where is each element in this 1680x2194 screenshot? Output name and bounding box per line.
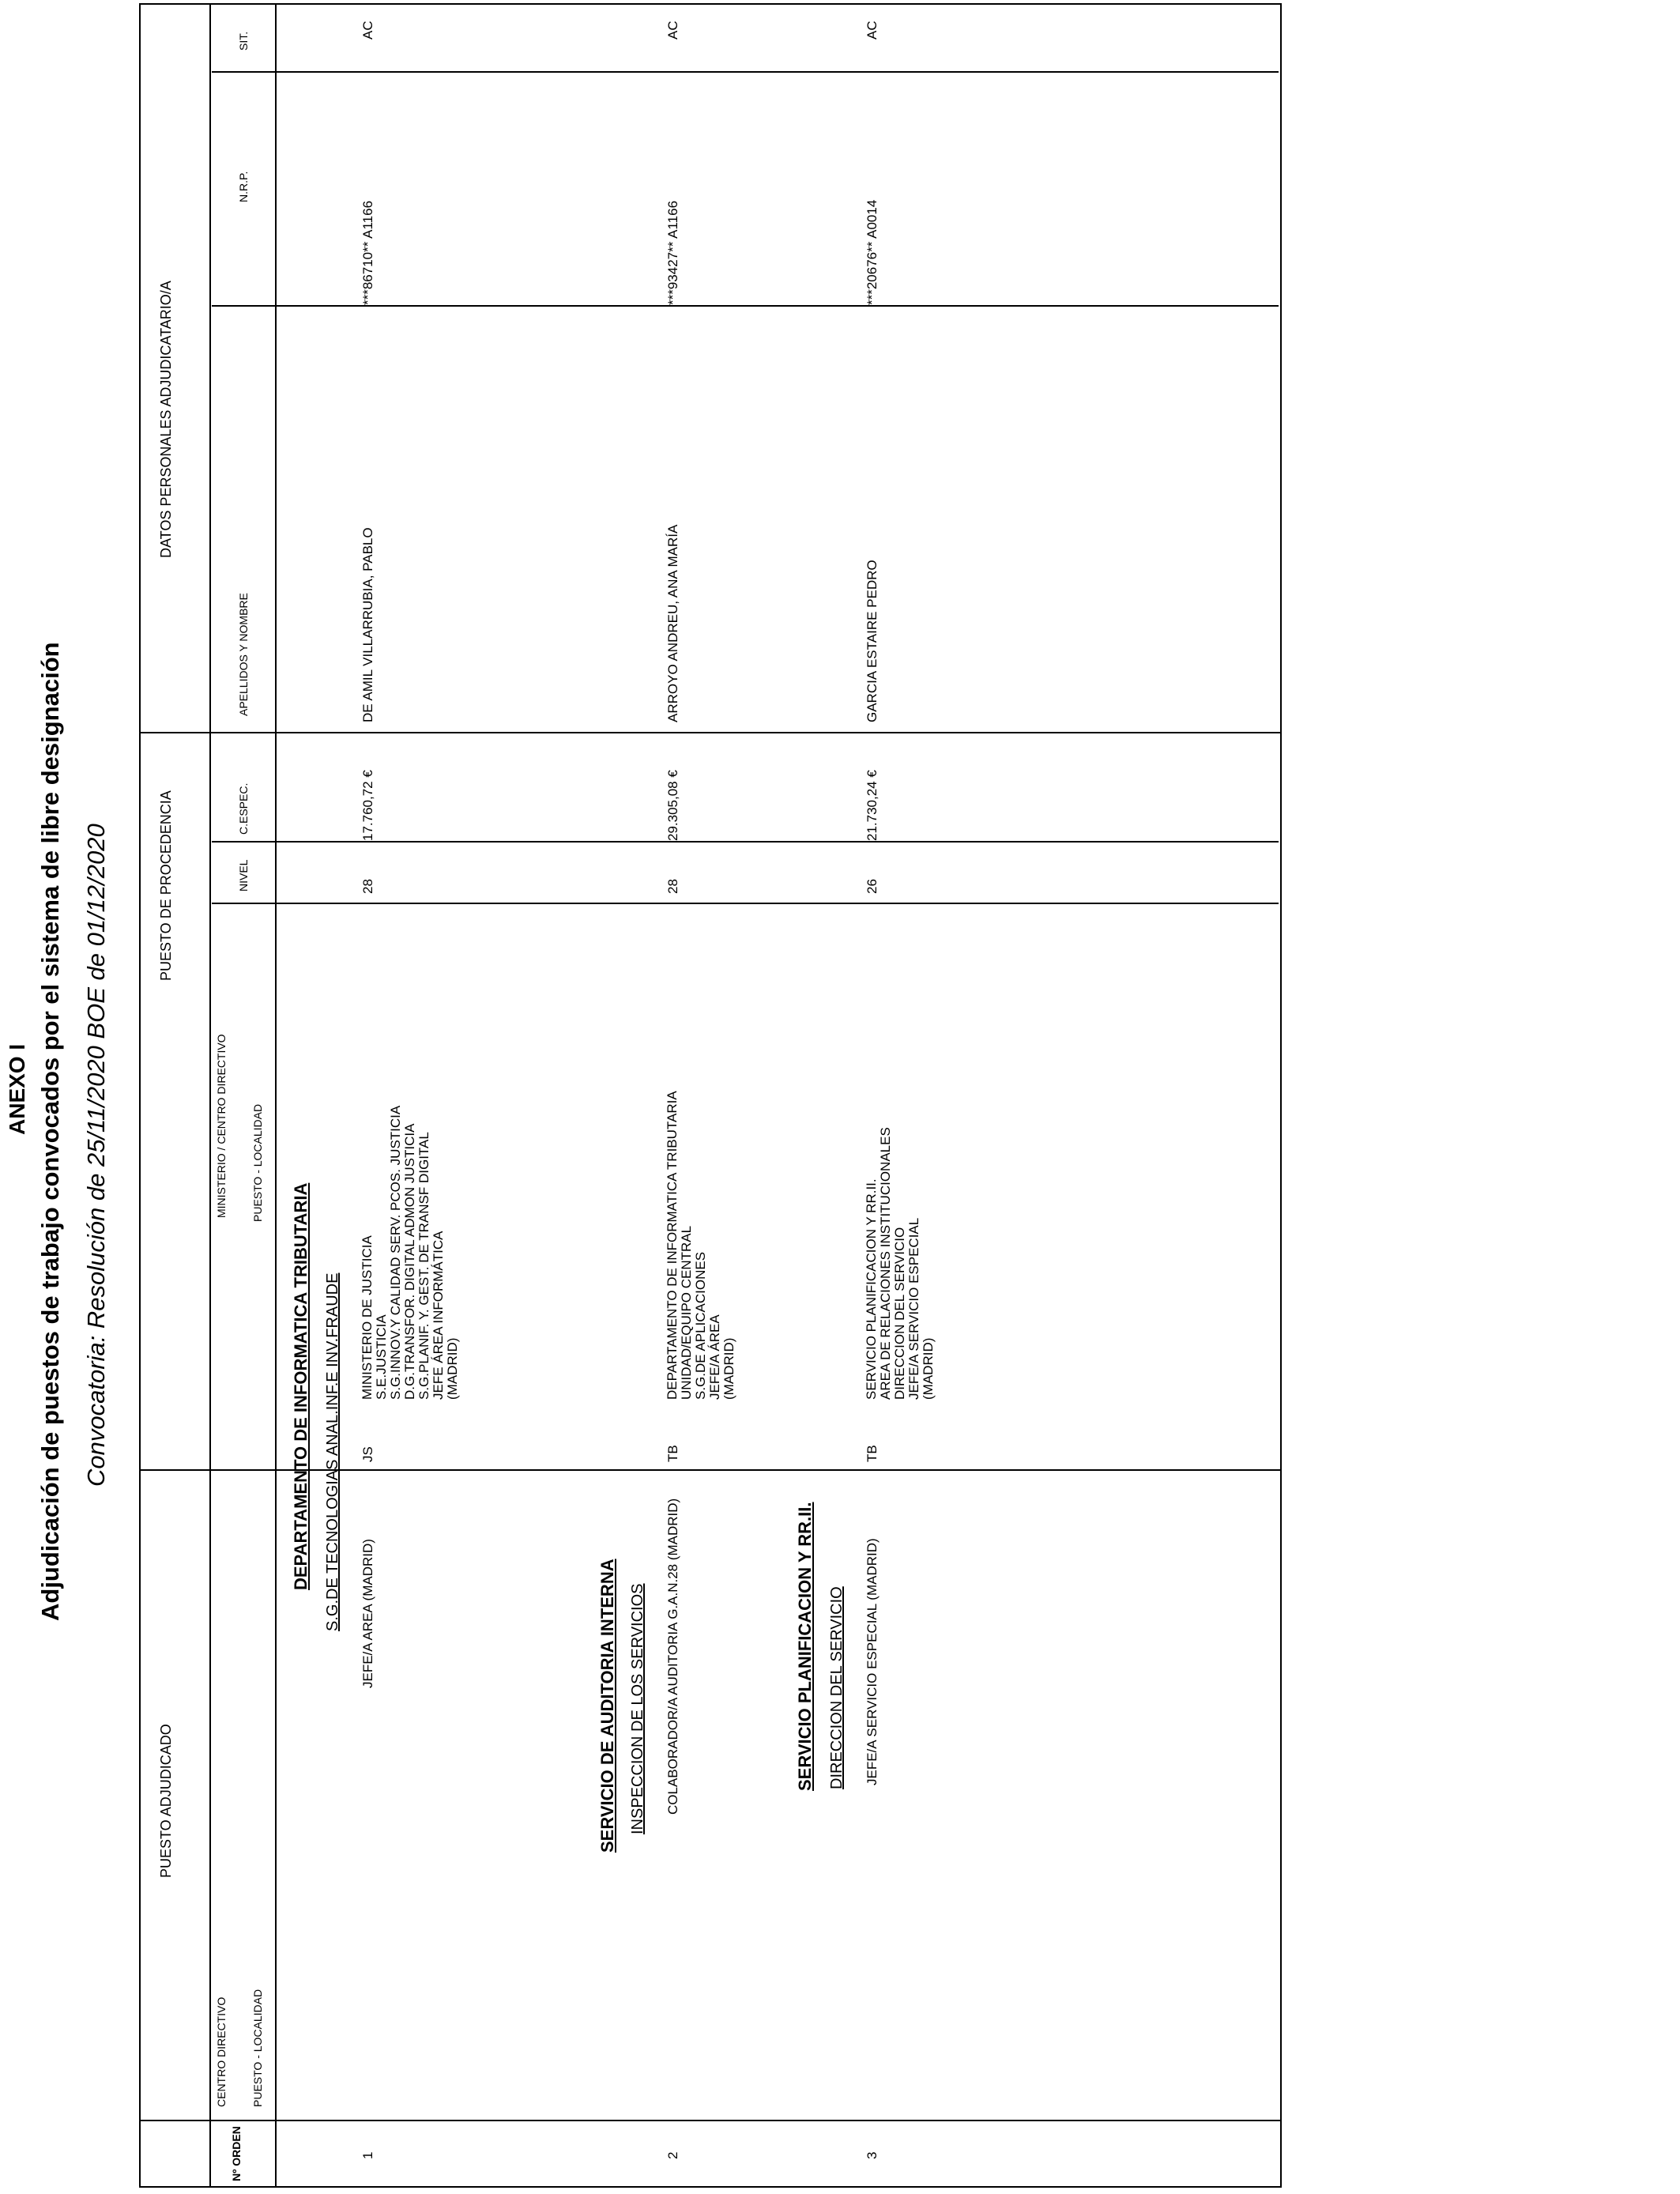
col-rule-cespec <box>212 841 1279 843</box>
col-rule-orden <box>139 2120 1282 2121</box>
row-3-cespec: 21.730,24 € <box>864 770 880 841</box>
row-2-cespec: 29.305,08 € <box>665 770 680 841</box>
row-1-nrp: ***86710** A1166 <box>360 200 375 305</box>
row-1-prov-code: JS <box>360 1446 375 1462</box>
row-2-procedencia-line: (MADRID) <box>721 1337 736 1400</box>
row-2-procedencia-line: JEFE/A ÁREA <box>707 1314 722 1400</box>
row-3-nivel: 26 <box>864 879 880 894</box>
row-3-prov-code: TB <box>864 1445 880 1462</box>
header-datos-personales: DATOS PERSONALES ADJUDICATARIO/A <box>158 281 174 558</box>
row-2-procedencia <box>665 1091 736 1400</box>
row-1-cespec: 17.760,72 € <box>360 770 375 841</box>
row-3-orden: 3 <box>864 2151 880 2159</box>
header-rule-bottom <box>275 3 277 2188</box>
row-2-nrp: ***93427** A1166 <box>665 200 680 305</box>
header-puesto-localidad-2: PUESTO - LOCALIDAD <box>251 1103 264 1222</box>
row-2-procedencia-line: S.G.DE APLICACIONES <box>693 1251 708 1400</box>
row-2-puesto: COLABORADOR/A AUDITORIA G.A.N.28 (MADRID) <box>665 1498 680 1815</box>
col-rule-nrp <box>212 305 1279 307</box>
col-rule-sit <box>212 71 1279 73</box>
row-1-orden: 1 <box>360 2151 375 2159</box>
row-1-procedencia-line: JEFE ÁREA INFORMÁTICA <box>431 1231 446 1400</box>
header-puesto-adjudicado: PUESTO ADJUDICADO <box>158 1724 174 1878</box>
row-2-procedencia-line: UNIDAD/EQUIPO CENTRAL <box>679 1225 694 1400</box>
header-puesto-procedencia: PUESTO DE PROCEDENCIA <box>158 790 174 981</box>
row-3-procedencia-line: (MADRID) <box>921 1337 936 1400</box>
row-2-procedencia-line: DEPARTAMENTO DE INFORMATICA TRIBUTARIA <box>665 1091 680 1400</box>
row-1-centro: DEPARTAMENTO DE INFORMATICA TRIBUTARIA <box>291 1182 311 1590</box>
header-rule-orden <box>209 3 211 2188</box>
row-2-nivel: 28 <box>665 879 680 894</box>
row-1-procedencia-line: S.G.PLANIF. Y. GEST. DE TRANSF DIGITAL <box>416 1132 431 1400</box>
row-3-procedencia-line: JEFE/A SERVICIO ESPECIAL <box>906 1217 921 1400</box>
convocatoria-line: Convocatoria: Resolución de 25/11/2020 BOE de 01/12/2020 <box>82 824 110 1487</box>
annex-title: ANEXO I <box>5 1043 29 1135</box>
header-ministerio-centro: MINISTERIO / CENTRO DIRECTIVO <box>215 1034 228 1218</box>
row-3-puesto: JEFE/A SERVICIO ESPECIAL (MADRID) <box>864 1538 880 1785</box>
row-1-sit: AC <box>360 21 375 40</box>
row-2-prov-code: TB <box>665 1445 680 1462</box>
document-title: Adjudicación de puestos de trabajo convocados por el sistema de libre designación <box>36 642 64 1621</box>
header-orden <box>231 2126 243 2181</box>
header-cespec: C.ESPEC. <box>237 782 250 835</box>
row-1-nivel: 28 <box>360 879 375 894</box>
row-1-procedencia <box>360 1106 460 1400</box>
col-rule-nivel <box>212 903 1279 904</box>
header-nivel: NIVEL <box>237 859 250 892</box>
row-1-procedencia-line: (MADRID) <box>445 1337 460 1400</box>
row-2-nombre: ARROYO ANDREU, ANA MARÍA <box>665 524 680 722</box>
row-3-sit: AC <box>864 21 880 40</box>
row-1-nombre: DE AMIL VILLARRUBIA, PABLO <box>360 527 375 722</box>
header-sit: SIT. <box>237 31 250 51</box>
row-2-subcentro: INSPECCION DE LOS SERVICIOS <box>629 1583 646 1834</box>
row-3-nombre: GARCIA ESTAIRE PEDRO <box>864 560 880 722</box>
row-1-procedencia-line: D.G.TRANSFOR. DIGITAL ADMON JUSTICIA <box>402 1123 417 1400</box>
header-orden-label: Nº ORDEN <box>230 2126 243 2181</box>
row-3-nrp: ***20676** A0014 <box>864 199 880 305</box>
row-3-procedencia-line: DIRECCION DEL SERVICIO <box>892 1227 907 1400</box>
header-puesto-localidad: PUESTO - LOCALIDAD <box>251 1989 264 2107</box>
row-1-procedencia-line: S.G.INNOV.Y CALIDAD SERV. PCOS. JUSTICIA <box>388 1105 403 1400</box>
row-2-sit: AC <box>665 21 680 40</box>
row-1-procedencia-line: MINISTERIO DE JUSTICIA <box>360 1235 375 1400</box>
row-2-orden: 2 <box>665 2151 680 2159</box>
row-2-centro: SERVICIO DE AUDITORIA INTERNA <box>597 1559 617 1853</box>
row-1-subcentro: S.G.DE TECNOLOGIAS ANAL.INF.E INV.FRAUDE <box>324 1272 341 1631</box>
row-1-puesto: JEFE/A AREA (MADRID) <box>360 1539 375 1688</box>
row-3-procedencia <box>864 1127 936 1400</box>
header-centro-directivo: CENTRO DIRECTIVO <box>215 1996 228 2107</box>
row-3-subcentro: DIRECCION DEL SERVICIO <box>828 1586 846 1789</box>
header-apellidos-nombre: APELLIDOS Y NOMBRE <box>237 593 250 716</box>
row-1-procedencia-line: S.E.JUSTICIA <box>374 1314 389 1400</box>
row-3-centro: SERVICIO PLANIFICACION Y RR.II. <box>795 1502 815 1791</box>
row-3-procedencia-line: SERVICIO PLANIFICACION Y RR.II. <box>864 1178 879 1400</box>
header-nrp: N.R.P. <box>237 171 250 202</box>
row-3-procedencia-line: AREA DE RELACIONES INSTITUCIONALES <box>878 1127 893 1400</box>
col-rule-procedencia-right <box>139 732 1282 733</box>
